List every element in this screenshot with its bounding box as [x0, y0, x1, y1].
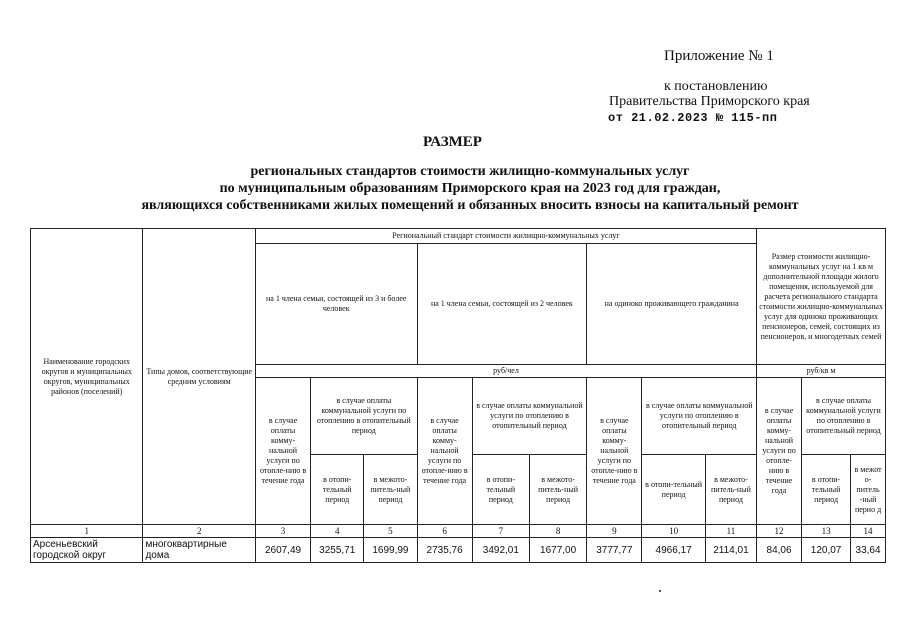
scan-speck — [659, 590, 661, 592]
resolution-label: к постановлению — [664, 79, 768, 94]
header-extra-area: Размер стоимости жилищно-коммунальных услуг на 1 кв м дополнительной площади жилого помещения, используемой для расчета регионального стандарта стоимости жилищно-коммунальных услуг для одиноко проживающих пенсионеров, семей, состоящих из пенсионеров, и многодетных семей — [757, 229, 886, 365]
header-nonheat-8: в межото-питель-ный период — [529, 455, 586, 525]
column-number: 5 — [364, 525, 417, 538]
standards-table — [30, 228, 886, 563]
column-number: 1 — [31, 525, 143, 538]
house-type: многоквартирные дома — [143, 538, 255, 563]
header-heating-12: в случае оплаты коммунальной услуги по отоплению в отопительный период — [802, 378, 886, 455]
subtitle-line-1: региональных стандартов стоимости жилищно-коммунальных услуг — [250, 164, 690, 179]
header-heat-10: в отопи-тельный период — [642, 455, 705, 525]
header-family-2: на 1 члена семьи, состоящей из 2 человек — [417, 244, 587, 365]
header-heating-9: в случае оплаты коммунальной услуги по отоплению в отопительный период — [642, 378, 757, 455]
column-numbers-row — [31, 525, 886, 538]
table-cell: 1677,00 — [529, 538, 586, 563]
table-cell: 4966,17 — [642, 538, 705, 563]
column-number: 9 — [587, 525, 642, 538]
header-year-9: в случае оплаты комму-нальной услуги по отопле-нию в течение года — [587, 378, 642, 525]
unit-rub-person: руб/чел — [255, 365, 756, 378]
header-house-type: Типы домов, соответствующие средним условиям — [143, 229, 255, 525]
table-cell: 1699,99 — [364, 538, 417, 563]
header-year-3: в случае оплаты комму-нальной услуги по отопле-нию в течение года — [255, 378, 310, 525]
header-nonheat-11: в межото-питель-ный период — [705, 455, 756, 525]
table-cell: 33,64 — [851, 538, 886, 563]
header-year-6: в случае оплаты комму-нальной услуги по отопле-нию в течение года — [417, 378, 472, 525]
document-title: РАЗМЕР — [423, 134, 482, 150]
column-number: 6 — [417, 525, 472, 538]
table-cell: 84,06 — [757, 538, 802, 563]
column-number: 10 — [642, 525, 705, 538]
header-family-3: на 1 члена семьи, состоящей из 3 и более человек — [255, 244, 417, 365]
column-number: 8 — [529, 525, 586, 538]
appendix-label: Приложение № 1 — [664, 48, 774, 64]
table-cell: 3255,71 — [311, 538, 364, 563]
column-number: 7 — [472, 525, 529, 538]
header-heating-3: в случае оплаты коммунальной услуги по отоплению в отопительный период — [311, 378, 417, 455]
column-number: 4 — [311, 525, 364, 538]
table-cell: 3777,77 — [587, 538, 642, 563]
header-single: на одиноко проживающего гражданина — [587, 244, 757, 365]
header-heat-13: в отопи-тельный период — [802, 455, 851, 525]
subtitle-line-3: являющихся собственниками жилых помещений и обязанных вносить взносы на капитальный ремонт — [141, 198, 799, 213]
header-heat-7: в отопи-тельный период — [472, 455, 529, 525]
subtitle-line-2: по муниципальным образованиям Приморского края на 2023 год для граждан, — [219, 181, 721, 196]
column-number: 2 — [143, 525, 255, 538]
column-number: 13 — [802, 525, 851, 538]
table-cell: 120,07 — [802, 538, 851, 563]
header-nonheat-5: в межото-питель-ный период — [364, 455, 417, 525]
header-heating-6: в случае оплаты коммунальной услуги по отоплению в отопительный период — [472, 378, 587, 455]
column-number: 14 — [851, 525, 886, 538]
column-number: 3 — [255, 525, 310, 538]
header-name: Наименование городских округов и муниципальных округов, муниципальных районов (поселений) — [31, 229, 143, 525]
resolution-date: от 21.02.2023 № 115-пп — [608, 111, 778, 125]
column-number: 12 — [757, 525, 802, 538]
table-cell: 3492,01 — [472, 538, 529, 563]
municipality-name: Арсеньевский городской округ — [31, 538, 143, 563]
table-row — [31, 538, 886, 563]
table-cell: 2735,76 — [417, 538, 472, 563]
table-cell: 2607,49 — [255, 538, 310, 563]
column-number: 11 — [705, 525, 756, 538]
header-nonheat-14: в межот о-питель -ный перио д — [851, 455, 886, 525]
header-heat-4: в отопи-тельный период — [311, 455, 364, 525]
document-subtitle — [120, 163, 820, 214]
table-cell: 2114,01 — [705, 538, 756, 563]
header-year-12: в случае оплаты комму-нальной услуги по отопле-нию в течение года — [757, 378, 802, 525]
header-regional-standard: Региональный стандарт стоимости жилищно-коммунальных услуг — [255, 229, 756, 244]
unit-rub-sqm: руб/кв м — [757, 365, 886, 378]
government-label: Правительства Приморского края — [609, 94, 810, 109]
